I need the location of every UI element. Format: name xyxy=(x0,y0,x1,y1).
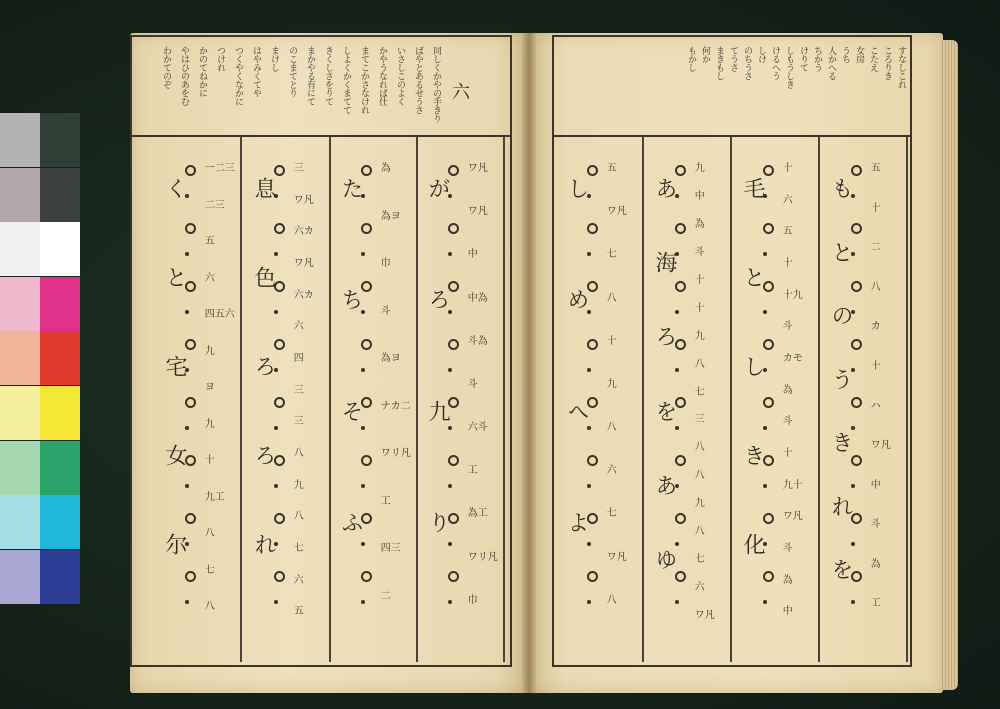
lyric-character: り xyxy=(425,510,451,533)
lyric-character: の xyxy=(828,304,854,327)
notation-label: 九 xyxy=(694,330,705,342)
notation-label: 八 xyxy=(293,448,304,459)
header-text-line: まきもし xyxy=(714,46,724,80)
page-edges xyxy=(940,40,958,690)
notation-label: ワ凡 xyxy=(293,194,314,206)
notation-label: 斗為 xyxy=(467,335,488,347)
book-spine xyxy=(522,33,536,693)
notation-label: 斗 xyxy=(782,543,793,554)
lyric-character: を xyxy=(652,399,678,422)
header-text-line: こたえ xyxy=(868,46,878,72)
notation-label: 九工 xyxy=(204,491,225,503)
color-swatch xyxy=(40,550,80,604)
header-text-line: かやうなれば仕 xyxy=(377,46,387,106)
lyric-character: ゆ xyxy=(652,547,678,570)
lyric-character: あ xyxy=(652,177,678,199)
lyric-character: 息 xyxy=(251,177,277,199)
notation-label: 十 xyxy=(782,258,793,269)
lyric-character: あ xyxy=(652,473,678,496)
notation-label: 為 xyxy=(694,218,705,230)
notation-label: ワ凡 xyxy=(467,206,488,218)
header-text-line: もかし xyxy=(686,46,696,72)
notation-label: 三 xyxy=(293,384,304,396)
color-swatch xyxy=(40,441,80,495)
notation-label: ワリ凡 xyxy=(467,551,498,563)
lyric-character: め xyxy=(564,288,590,311)
lyric-character: が xyxy=(425,177,451,199)
lyric-character: ろ xyxy=(251,444,277,466)
notation-label: 十 xyxy=(870,360,881,372)
color-swatch xyxy=(40,113,80,167)
notation-label: 十 xyxy=(782,448,793,459)
header-text-line: つけれ xyxy=(215,46,225,72)
notation-label: ワ凡 xyxy=(694,610,715,622)
notation-label: 斗 xyxy=(694,246,705,258)
color-swatch xyxy=(40,331,80,385)
header-text-line: 何か xyxy=(700,46,710,63)
notation-label: 巾 xyxy=(380,258,391,269)
notation-label: カ xyxy=(870,321,881,333)
notation-label: 六カ xyxy=(293,226,314,238)
notation-label: 八 xyxy=(694,358,705,370)
column-divider xyxy=(503,137,505,662)
lyric-character: 海 xyxy=(652,251,678,274)
lyric-character: れ xyxy=(828,494,854,517)
lyric-character: 毛 xyxy=(740,177,766,199)
lyric-character: し xyxy=(564,177,590,199)
color-swatch xyxy=(0,113,40,167)
lyric-character: 色 xyxy=(251,266,277,288)
header-text-line: まかやる有にて xyxy=(305,46,315,106)
header-text-line: しよくかくまてて xyxy=(341,46,351,114)
notation-label: 六斗 xyxy=(467,422,488,434)
color-swatch xyxy=(0,222,40,276)
notation-label: 九 xyxy=(204,345,215,357)
header-text-line: ばやとあるせうさ xyxy=(413,46,423,114)
notation-label: 中為 xyxy=(467,292,488,304)
header-text-line: 同しくかやの手きり xyxy=(431,46,441,123)
notation-label: 八 xyxy=(606,594,617,606)
lyric-character: ろ xyxy=(425,288,451,311)
notation-label: 九 xyxy=(293,479,304,491)
notation-label: 為 xyxy=(782,384,793,396)
lyric-character: ろ xyxy=(251,355,277,377)
header-text-line: ころりき xyxy=(882,46,892,80)
notation-label: 為ヨ xyxy=(380,210,401,222)
notation-label: 五 xyxy=(606,163,617,174)
notation-label: ヨ xyxy=(204,382,215,394)
notation-label: 十九 xyxy=(782,289,803,301)
header-text-line: きくしさをりて xyxy=(323,46,333,106)
notation-label: ワ凡 xyxy=(467,163,488,174)
notation-label: ハ xyxy=(870,400,881,412)
notation-label: 六 xyxy=(694,582,705,594)
notation-label: 十 xyxy=(204,455,215,467)
notation-label: ワ凡 xyxy=(870,440,891,452)
lyric-character: 宅 xyxy=(162,355,188,377)
color-swatch xyxy=(0,495,40,549)
color-swatch xyxy=(40,495,80,549)
notation-label: 八 xyxy=(606,422,617,434)
notation-label: 工 xyxy=(380,495,391,507)
notation-label: 十 xyxy=(870,202,881,214)
notation-label: 中 xyxy=(467,249,478,261)
notation-label: 五 xyxy=(293,606,304,618)
notation-label: 七 xyxy=(606,249,617,261)
notation-label: 斗 xyxy=(782,321,793,333)
notation-label: 一二三 xyxy=(204,163,235,174)
header-text-line: のちうさ xyxy=(742,46,752,80)
notation-label: ワ凡 xyxy=(782,511,803,523)
column-divider xyxy=(818,137,820,662)
header-text-line: いさしこのよく xyxy=(395,46,405,106)
notation-label: 六 xyxy=(782,194,793,206)
notation-label: カモ xyxy=(782,353,803,364)
notation-label: 巾 xyxy=(467,594,478,606)
notation-label: 六 xyxy=(293,321,304,333)
notation-label: 四三 xyxy=(380,543,401,554)
header-text-line: 人かへる xyxy=(826,46,836,80)
notation-label: 九十 xyxy=(782,479,803,491)
notation-label: 七 xyxy=(694,386,705,398)
notation-label: 為工 xyxy=(467,508,488,520)
lyric-character: よ xyxy=(564,510,590,533)
notation-label: ワリ凡 xyxy=(380,448,411,459)
notation-label: 八 xyxy=(694,526,705,538)
notation-label: ワ凡 xyxy=(606,206,627,218)
column-divider xyxy=(730,137,732,662)
notation-label: 中 xyxy=(782,606,793,618)
lyric-character: を xyxy=(828,558,854,581)
header-text-line: てうさ xyxy=(728,46,738,72)
color-swatch xyxy=(40,222,80,276)
notation-label: 十 xyxy=(606,335,617,347)
notation-label: ワ凡 xyxy=(606,551,627,563)
column-divider xyxy=(416,137,418,662)
column-divider xyxy=(906,137,908,662)
column-divider xyxy=(329,137,331,662)
lyric-character: そ xyxy=(338,399,364,422)
color-swatch xyxy=(0,441,40,495)
header-text-line: やはひのあをむ xyxy=(179,46,189,106)
notation-label: 中 xyxy=(870,479,881,491)
lyric-character: き xyxy=(828,431,854,454)
header-text-line: すなしこれ xyxy=(896,46,906,89)
lyric-character: と xyxy=(828,240,854,263)
notation-label: 中 xyxy=(694,190,705,202)
notation-label: 七 xyxy=(293,543,304,554)
notation-label: ナカ二 xyxy=(380,400,411,412)
notation-label: 五 xyxy=(870,163,881,174)
notation-label: 為 xyxy=(380,163,391,174)
notation-label: 九 xyxy=(204,418,215,430)
column-divider xyxy=(240,137,242,662)
color-swatch xyxy=(0,550,40,604)
notation-label: 八 xyxy=(204,528,215,540)
header-text-line: しけ xyxy=(756,46,766,63)
lyric-character: 化 xyxy=(740,533,766,555)
lyric-character: 女 xyxy=(162,444,188,466)
notation-label: 二 xyxy=(380,590,391,602)
notation-label: 三 xyxy=(293,163,304,174)
lyric-character: 尔 xyxy=(162,533,188,555)
notation-label: 三 xyxy=(293,416,304,428)
color-swatch xyxy=(40,386,80,440)
lyric-character: も xyxy=(828,177,854,199)
notation-label: 六 xyxy=(204,272,215,284)
lyric-character: た xyxy=(338,177,364,199)
lyric-character: き xyxy=(740,444,766,466)
lyric-character: へ xyxy=(564,399,590,422)
header-text-line: わかてのぞ xyxy=(161,46,171,89)
notation-label: ワ凡 xyxy=(293,258,314,269)
notation-label: 八 xyxy=(870,281,881,293)
color-swatch xyxy=(0,386,40,440)
header-text-line: かのてねかに xyxy=(197,46,207,97)
header-text-line: のこまてとり xyxy=(287,46,297,97)
header-text-line: けりて xyxy=(798,46,808,72)
header-text-line: けるへう xyxy=(770,46,780,80)
header-text-line: まけし xyxy=(269,46,279,72)
notation-label: 八 xyxy=(204,601,215,613)
notation-label: 斗 xyxy=(782,416,793,428)
notation-label: 為 xyxy=(870,558,881,570)
notation-label: 斗 xyxy=(467,378,478,390)
notation-label: 二 xyxy=(870,242,881,254)
notation-label: 四五六 xyxy=(204,309,235,321)
notation-label: 七 xyxy=(204,564,215,576)
notation-label: 八 xyxy=(293,511,304,523)
notation-label: 工 xyxy=(467,465,478,477)
notation-label: 九 xyxy=(694,163,705,174)
notation-label: 斗 xyxy=(870,519,881,531)
lyric-character: と xyxy=(740,266,766,288)
page-number: 六 xyxy=(452,82,470,103)
lyric-character: 九 xyxy=(425,399,451,422)
lyric-character: う xyxy=(828,367,854,390)
color-swatch xyxy=(40,168,80,222)
notation-label: 斗 xyxy=(380,305,391,317)
notation-label: 三 xyxy=(694,414,705,426)
notation-label: 八 xyxy=(606,292,617,304)
header-text-line: まてこかさなけれ xyxy=(359,46,369,114)
notation-label: 八 xyxy=(694,442,705,454)
header-text-line: 女房 xyxy=(854,46,864,63)
header-text-line: はやみくてや xyxy=(251,46,261,97)
notation-label: 九 xyxy=(694,498,705,510)
color-swatch xyxy=(0,277,40,331)
notation-label: 六 xyxy=(293,574,304,586)
lyric-character: ろ xyxy=(652,325,678,348)
color-swatch xyxy=(0,331,40,385)
lyric-character: し xyxy=(740,355,766,377)
notation-label: 五 xyxy=(204,236,215,248)
notation-label: 十 xyxy=(694,302,705,314)
color-swatch xyxy=(40,277,80,331)
notation-label: 為ヨ xyxy=(380,353,401,364)
header-text-line: うち xyxy=(840,46,850,63)
notation-label: 工 xyxy=(870,598,881,610)
notation-label: 八 xyxy=(694,470,705,482)
notation-label: 九 xyxy=(606,378,617,390)
lyric-character: ふ xyxy=(338,510,364,533)
notation-label: 七 xyxy=(606,508,617,520)
notation-label: 十 xyxy=(782,163,793,174)
color-calibration-chart xyxy=(0,113,80,605)
header-text-line: しもうしき xyxy=(784,46,794,89)
header-text-line: つくやくなかに xyxy=(233,46,243,106)
notation-label: 六 xyxy=(606,465,617,477)
notation-label: 為 xyxy=(782,574,793,586)
notation-label: 六カ xyxy=(293,289,314,301)
notation-label: 二三 xyxy=(204,199,225,211)
notation-label: 七 xyxy=(694,554,705,566)
lyric-character: れ xyxy=(251,533,277,555)
lyric-character: く xyxy=(162,177,188,199)
notation-label: 十 xyxy=(694,274,705,286)
header-text-line: ちかう xyxy=(812,46,822,72)
lyric-character: と xyxy=(162,266,188,288)
notation-label: 四 xyxy=(293,353,304,364)
lyric-character: ち xyxy=(338,288,364,311)
notation-label: 五 xyxy=(782,226,793,238)
color-swatch xyxy=(0,168,40,222)
column-divider xyxy=(642,137,644,662)
